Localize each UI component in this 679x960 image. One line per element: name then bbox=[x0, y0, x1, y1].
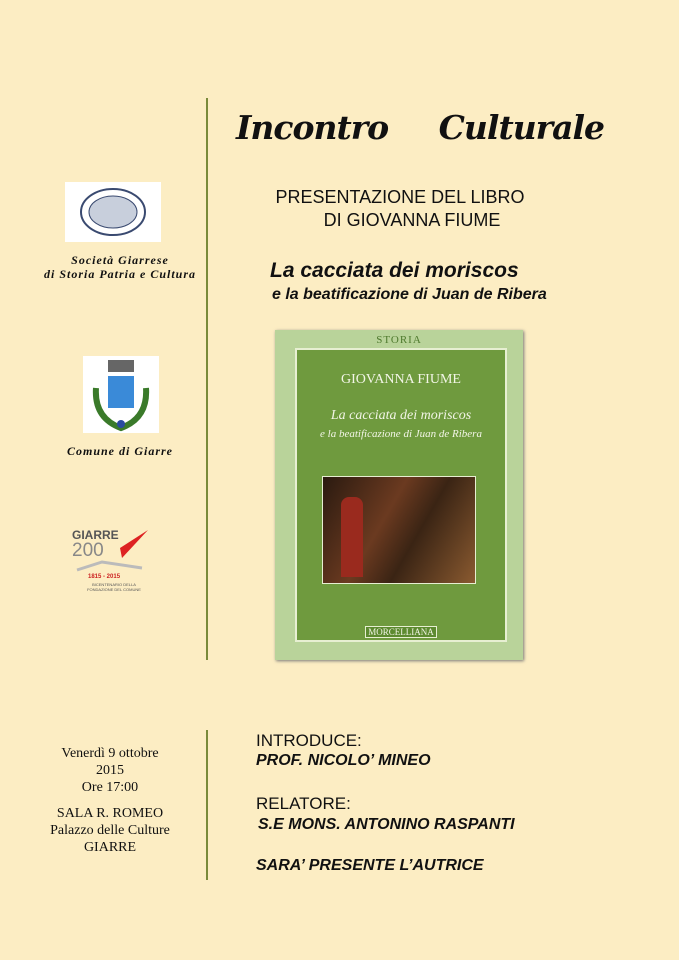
event-details bbox=[30, 745, 190, 856]
society-name-line1: Società Giarrese bbox=[71, 253, 169, 267]
event-year: 2015 bbox=[96, 763, 124, 778]
book-title: La cacciata dei moriscos bbox=[270, 259, 519, 282]
logo-number: 200 bbox=[72, 540, 104, 561]
logo-name: GIARRE bbox=[72, 528, 119, 542]
cover-subtitle: e la beatificazione di Juan de Ribera bbox=[320, 428, 482, 440]
relatore-label: RELATORE: bbox=[256, 794, 351, 813]
giarre-200-logo bbox=[72, 528, 157, 598]
event-city: GIARRE bbox=[83, 840, 137, 855]
relatore-name: S.E MONS. ANTONINO RASPANTI bbox=[258, 816, 515, 833]
society-logo bbox=[65, 182, 161, 242]
comune-crest bbox=[83, 356, 159, 433]
event-time: Ore 17:00 bbox=[81, 780, 139, 795]
page-title: Incontro Culturale bbox=[236, 108, 604, 147]
logo-caption: BICENTENARIO DELLA FONDAZIONE DEL COMUNE bbox=[87, 582, 141, 592]
presentation-line1: PRESENTAZIONE DEL LIBRO bbox=[275, 187, 525, 207]
cover-painting bbox=[322, 476, 476, 584]
event-venue: SALA R. ROMEO bbox=[56, 806, 164, 821]
society-name-line2: di Storia Patria e Cultura bbox=[43, 267, 197, 281]
cover-series: STORIA bbox=[376, 334, 422, 346]
divider-bottom bbox=[206, 730, 208, 880]
event-building: Palazzo delle Culture bbox=[50, 823, 170, 838]
book-cover bbox=[275, 330, 523, 660]
logo-years: 1815 - 2015 bbox=[88, 574, 121, 580]
author-present-note: SARA’ PRESENTE L’AUTRICE bbox=[256, 857, 484, 874]
book-subtitle: e la beatificazione di Juan de Ribera bbox=[272, 286, 547, 303]
cover-title: La cacciata dei moriscos bbox=[330, 408, 472, 423]
intro-name: PROF. NICOLO’ MINEO bbox=[256, 752, 431, 769]
comune-name: Comune di Giarre bbox=[66, 444, 173, 458]
cover-author: GIOVANNA FIUME bbox=[341, 372, 461, 387]
presentation-line2: DI GIOVANNA FIUME bbox=[323, 210, 501, 230]
event-day: Venerdì 9 ottobre bbox=[61, 746, 159, 761]
divider-top bbox=[206, 98, 208, 660]
cover-publisher: MORCELLIANA bbox=[365, 626, 437, 638]
intro-label: INTRODUCE: bbox=[256, 731, 362, 750]
